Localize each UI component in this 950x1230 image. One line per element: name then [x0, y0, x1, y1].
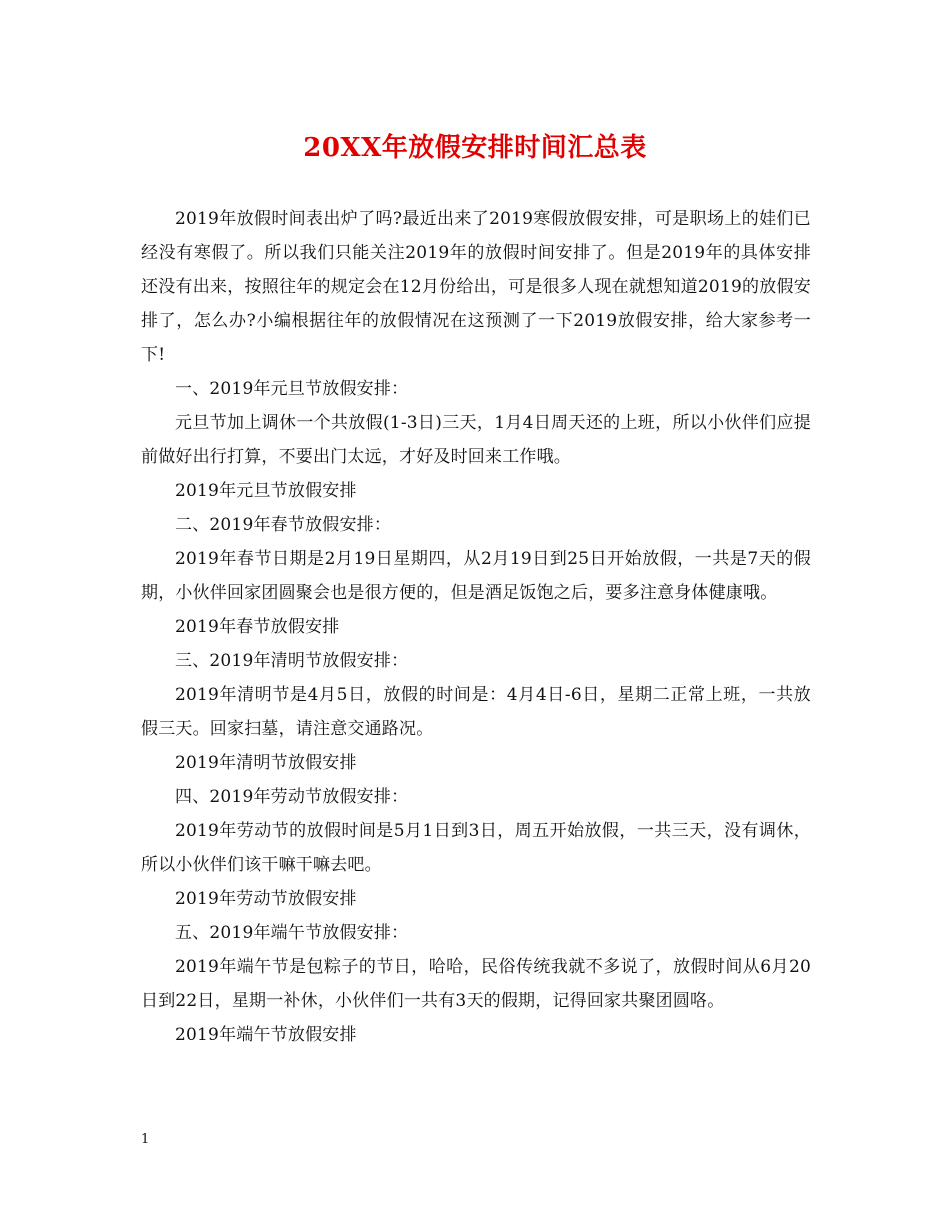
section-heading: 四、2019年劳动节放假安排： — [175, 787, 409, 807]
paragraph: 元旦节加上调休一个共放假(1-3日)三天，1月4日周天还的上班，所以小伙伴们应提前做好出行打算，不要出门太远，才好及时回来工作哦。 — [141, 413, 811, 467]
document-body — [141, 202, 811, 1052]
section-heading: 五、2019年端午节放假安排： — [175, 923, 409, 943]
section-heading: 二、2019年春节放假安排： — [175, 515, 392, 535]
paragraph: 2019年端午节是包粽子的节日，哈哈，民俗传统我就不多说了，放假时间从6月20日到22日，星期一补休，小伙伴们一共有3天的假期，记得回家共聚团圆咯。 — [141, 957, 811, 1011]
document-title: 20XX年放假安排时间汇总表 — [303, 133, 647, 163]
page-number: 1 — [141, 1132, 150, 1147]
paragraph: 2019年春节日期是2月19日星期四，从2月19日到25日开始放假，一共是7天的假期，小伙伴回家团圆聚会也是很方便的，但是酒足饭饱之后，要多注意身体健康哦。 — [141, 549, 811, 603]
caption: 2019年端午节放假安排 — [175, 1025, 357, 1045]
caption: 2019年清明节放假安排 — [175, 753, 357, 773]
paragraph: 2019年清明节是4月5日，放假的时间是：4月4日-6日，星期二正常上班，一共放假三天。回家扫墓，请注意交通路况。 — [141, 685, 811, 739]
section-heading: 三、2019年清明节放假安排： — [175, 651, 409, 671]
section-heading: 一、2019年元旦节放假安排： — [175, 379, 409, 399]
paragraph: 2019年放假时间表出炉了吗?最近出来了2019寒假放假安排，可是职场上的娃们已经没有寒假了。所以我们只能关注2019年的放假时间安排了。但是2019年的具体安排还没有出来，按照往年的规定会在12月份给出，可是很多人现在就想知道2019的放假安排了，怎么办?小编根据往年的放假情况在这预测了一下2019放假安排，给大家参考一下! — [141, 209, 811, 365]
paragraph: 2019年劳动节的放假时间是5月1日到3日，周五开始放假，一共三天，没有调休，所以小伙伴们该干嘛干嘛去吧。 — [141, 821, 811, 875]
caption: 2019年劳动节放假安排 — [175, 889, 357, 909]
caption: 2019年元旦节放假安排 — [175, 481, 357, 501]
caption: 2019年春节放假安排 — [175, 617, 340, 637]
